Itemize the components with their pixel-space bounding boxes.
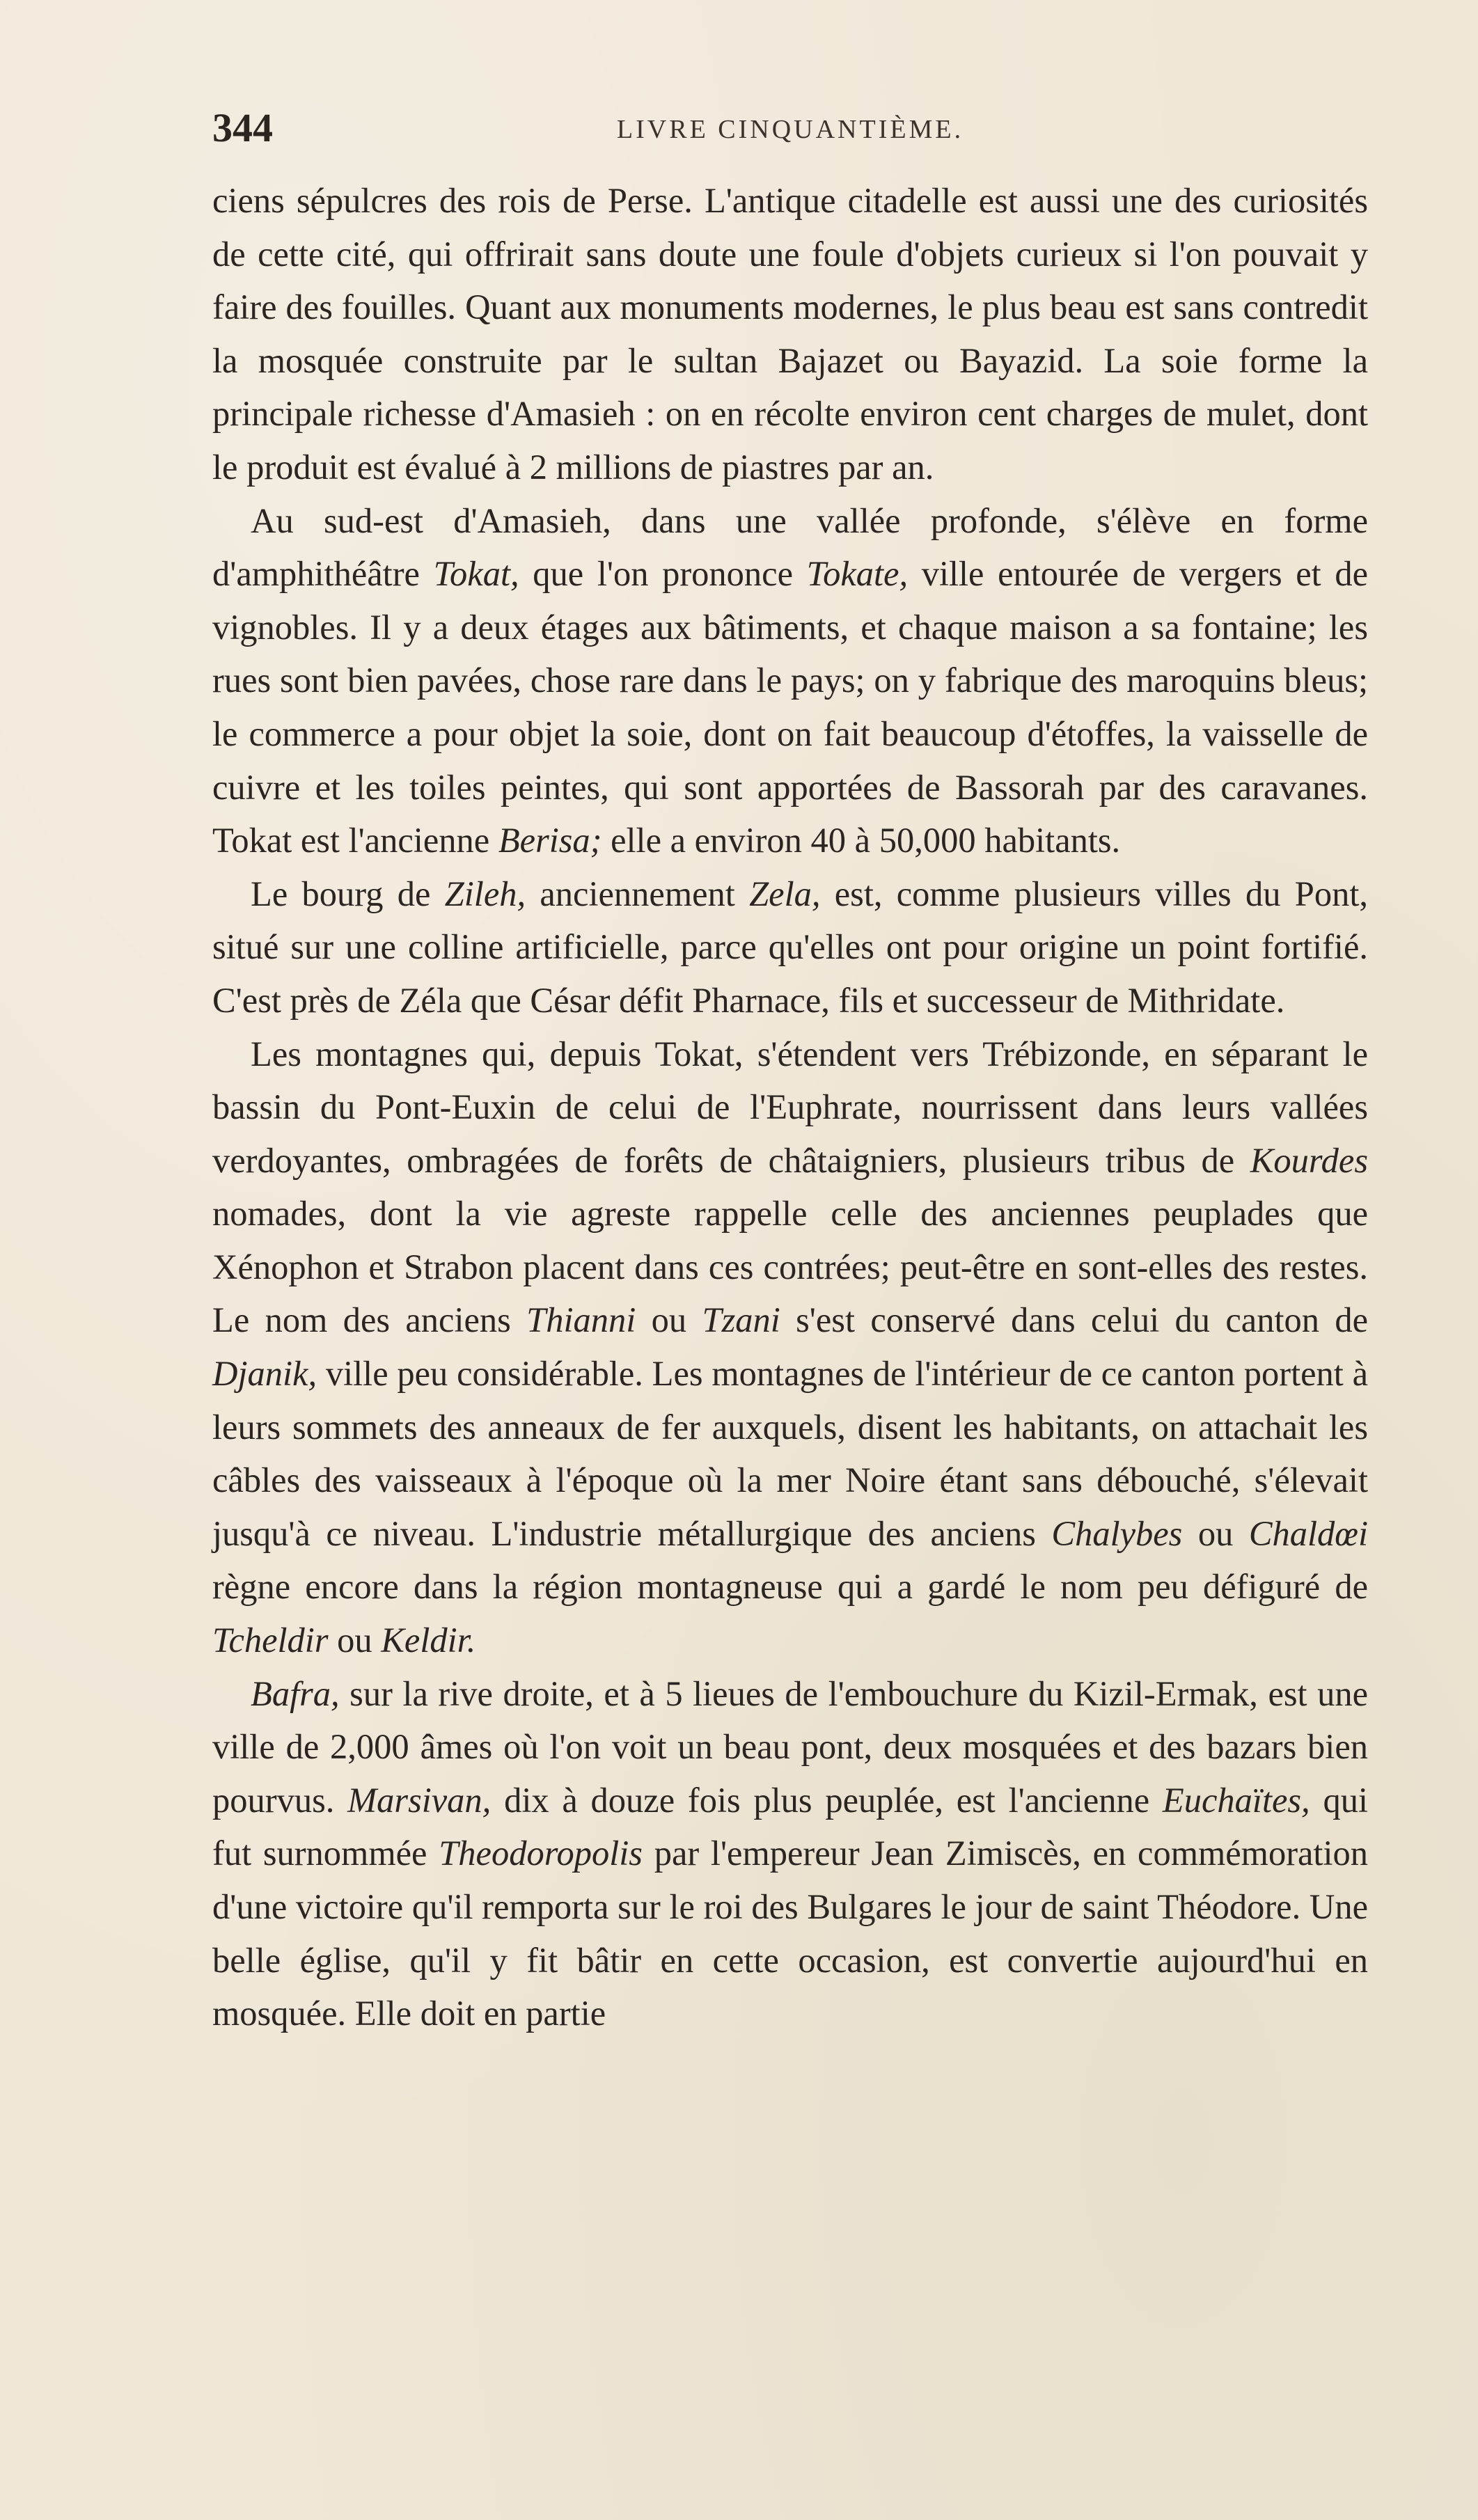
text-span: sur la rive droite, et à 5 lieues de l'embouchure du Kizil-Ermak, est une ville de 2,000 âmes où l'on voit un beau pont, deux mosquées et des bazars bien pourvus. [212,1674,1368,1820]
text-span: ville entourée de vergers et de vignobles. Il y a deux étages aux bâtiments, et chaque maison a sa fontaine; les rues sont bien pavées, chose rare dans le pays; on y fabrique des maroquins bleus; le commerce a pour objet la soie, dont on fait beaucoup d'étoffes, la vaisselle de cuivre et les toiles peintes, qui sont apportées de Bassorah par des caravanes. Tokat est l'ancienne [212,554,1368,860]
paragraph-bafra [212,1667,1368,2040]
place-name-italic: Tokat, [433,554,519,594]
paragraph-amasieh-continued [212,174,1368,494]
paragraph-montagnes [212,1027,1368,1667]
text-span: règne encore dans la région montagneuse qui a gardé le nom peu défiguré de [212,1567,1368,1607]
text-span: s'est conservé dans celui du canton de [780,1300,1368,1340]
running-head [212,104,1368,153]
place-name-italic: Berisa; [498,821,602,860]
text-span: ou [1182,1513,1249,1553]
place-name-italic: Tcheldir [212,1621,329,1660]
place-name-italic: Euchaïtes, [1162,1780,1310,1820]
people-name-italic: Kourdes [1250,1140,1368,1180]
people-name-italic: Thianni [526,1300,636,1340]
text-span: Le bourg de [251,874,445,913]
place-name-italic: Theodoropolis [439,1834,643,1873]
text-span: ville peu considérable. Les montagnes de l'intérieur de ce canton portent à leurs sommets des anneaux de fer auxquels, disent les habitants, on attachait les câbles des vaisseaux à l'époque où la mer Noire étant sans débouché, s'élevait jusqu'à ce niveau. L'industrie métallurgique des anciens [212,1354,1368,1553]
people-name-italic: Chalybes [1051,1513,1183,1553]
text-span: ou [636,1300,702,1340]
place-name-italic: Zileh, [444,874,526,913]
paragraph-tokat [212,494,1368,867]
body-text [212,174,1368,2040]
text-span: ou [328,1621,382,1660]
text-span: elle a environ 40 à 50,000 habitants. [602,821,1121,860]
page-number: 344 [212,105,273,150]
text-span: anciennement [526,874,750,913]
people-name-italic: Tzani [702,1300,780,1340]
place-name-italic: Tokate, [806,554,909,594]
place-name-italic: Zela, [749,874,821,913]
text-span: dix à douze fois plus peuplée, est l'ancienne [491,1780,1163,1820]
people-name-italic: Chaldœi [1248,1513,1369,1553]
text-span: nomades, dont la vie agreste rappelle celle des anciennes peuplades que Xénophon et Strabon placent dans ces contrées; peut-être en sont-elles des restes. Le nom des anciens [212,1194,1368,1340]
text-span: Au sud-est d'Amasieh, dans une vallée profonde, s'élève en forme d'amphithéâtre [212,501,1368,594]
place-name-italic: Bafra, [251,1674,340,1713]
text-span: que l'on prononce [519,554,807,594]
chapter-title: LIVRE CINQUANTIÈME. [616,115,964,144]
text-span: est, comme plusieurs villes du Pont, situé sur une colline artificielle, parce qu'elles ont pour origine un point fortifié. C'est près de Zéla que César défit Pharnace, fils et successeur de Mithridate. [212,874,1368,1020]
text-span: ciens sépulcres des rois de Perse. L'antique citadelle est aussi une des curiosités de cette cité, qui offrirait sans doute une foule d'objets curieux si l'on pouvait y faire des fouilles. Quant aux monuments modernes, le plus beau est sans contredit la mosquée construite par le sultan Bajazet ou Bayazid. La soie forme la principale richesse d'Amasieh : on en récolte environ cent charges de mulet, dont le produit est évalué à 2 millions de piastres par an. [212,181,1368,487]
place-name-italic: Keldir. [381,1621,476,1660]
paragraph-zileh [212,867,1368,1027]
text-span: Les montagnes qui, depuis Tokat, s'étendent vers Trébizonde, en séparant le bassin du Pont-Euxin de celui de l'Euphrate, nourrissent dans leurs vallées verdoyantes, ombragées de forêts de châtaigniers, plusieurs tribus de [212,1034,1368,1180]
text-span: qui fut surnommée [212,1780,1368,1873]
place-name-italic: Marsivan, [347,1780,492,1820]
text-span: par l'empereur Jean Zimiscès, en commémoration d'une victoire qu'il remporta sur le roi des Bulgares le jour de saint Théodore. Une belle église, qu'il y fit bâtir en cette occasion, est convertie aujourd'hui en mosquée. Elle doit en partie [212,1834,1368,2033]
place-name-italic: Djanik, [212,1354,317,1394]
